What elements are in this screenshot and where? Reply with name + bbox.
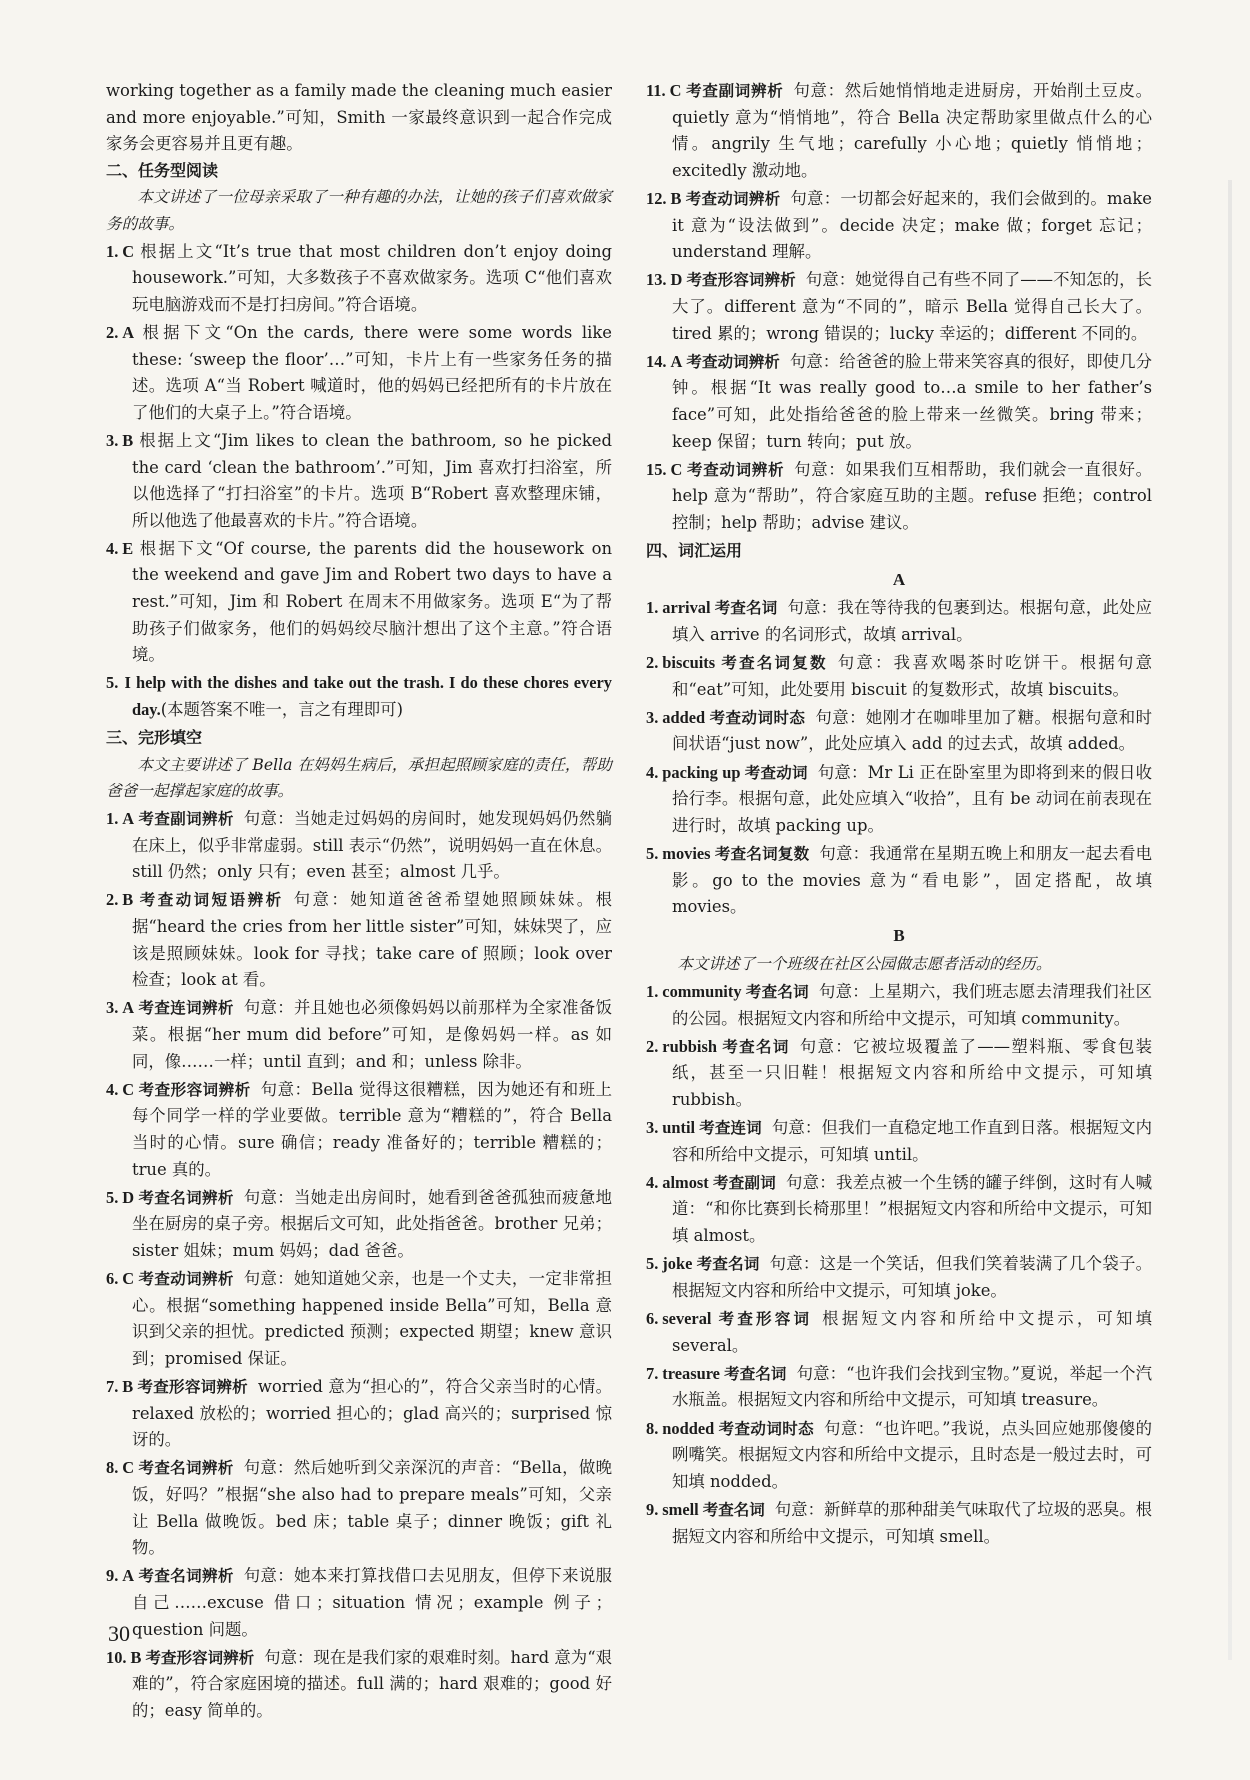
answer-item bbox=[106, 428, 612, 534]
section-3-items-left bbox=[106, 806, 612, 1725]
answer-key: treasure bbox=[662, 1363, 720, 1383]
answer-item bbox=[646, 1034, 1152, 1114]
answer-item bbox=[646, 267, 1152, 347]
item-number: 1. bbox=[646, 981, 659, 1001]
right-column bbox=[646, 78, 1152, 1552]
item-number: 2. bbox=[106, 322, 119, 342]
item-number: 1. bbox=[106, 241, 119, 261]
explanation-text: 句意：然后她听到父亲深沉的声音：“Bella，做晚饭，好吗？”根据“she also had to prepare meals”可知，父亲让 Bella 做晚饭。bed 床；table 桌子；dinner 晚饭；gift 礼物。 bbox=[132, 1458, 612, 1558]
answer-key: movies bbox=[662, 843, 711, 863]
question-type-tag: 考查名词 bbox=[723, 1364, 787, 1383]
answer-key: nodded bbox=[662, 1418, 715, 1438]
answer-key: B bbox=[122, 890, 134, 910]
question-type-tag: 考查名词 bbox=[696, 1255, 760, 1274]
item-number: 1. bbox=[646, 598, 659, 618]
explanation-text: 根据短文内容和所给中文提示，可知填 several。 bbox=[672, 1309, 1152, 1355]
question-type-tag: 考查名词辨析 bbox=[138, 1567, 234, 1586]
answer-key: B bbox=[670, 188, 682, 208]
item-number: 8. bbox=[106, 1458, 119, 1478]
answer-key: B bbox=[130, 1647, 142, 1667]
answer-item bbox=[646, 1251, 1152, 1304]
answer-key: C bbox=[122, 241, 135, 261]
answer-key: A bbox=[670, 351, 683, 371]
explanation-text: 句意：但我们一直稳定地工作直到日落。根据短文内容和所给中文提示，可知填 until。 bbox=[672, 1118, 1152, 1164]
question-type-tag: 考查名词 bbox=[720, 1037, 790, 1056]
section-4a-items bbox=[646, 595, 1152, 921]
item-number: 9. bbox=[646, 1499, 659, 1519]
answer-text: I help with the dishes and take out the trash. I do these chores every day. bbox=[124, 673, 612, 720]
question-type-tag: 考查动词时态 bbox=[718, 1419, 815, 1438]
question-type-tag: 考查形容词辨析 bbox=[686, 271, 796, 290]
item-number: 10. bbox=[106, 1647, 127, 1667]
answer-key: C bbox=[122, 1458, 135, 1478]
question-type-tag: 考查动词辨析 bbox=[686, 352, 780, 371]
page-number: 30 bbox=[108, 1621, 130, 1646]
explanation-text: 根据下文“On the cards, there were some words like these: ‘sweep the floor’…”可知，卡片上有一些家务任务的描述。选项 A“当 Robert 喊道时，他的妈妈已经把所有的卡片放在了他们的大桌子上。”符合语境。 bbox=[132, 322, 612, 422]
answer-item bbox=[106, 1077, 612, 1183]
answer-item bbox=[646, 349, 1152, 455]
answer-key: E bbox=[122, 538, 134, 558]
answer-key: arrival bbox=[662, 598, 711, 618]
answer-key: C bbox=[670, 459, 683, 479]
explanation-text: 句意：她知道她父亲，也是一个丈夫，一定非常担心。根据“something happened inside Bella”可知，Bella 意识到父亲的担忧。predicted 预测；expected 期望；knew 意识到；promised 保证。 bbox=[132, 1269, 612, 1368]
continued-paragraph: working together as a family made the cleaning much easier and more enjoyable.”可知，Smith 一家最终意识到一起合作完成家务会更容易并且更有趣。 bbox=[106, 81, 612, 154]
question-type-tag: 考查形容词辨析 bbox=[137, 1378, 248, 1397]
item-number: 5. bbox=[646, 843, 659, 863]
item-number: 2. bbox=[106, 890, 119, 910]
explanation-text: 句意：Bella 觉得这很糟糕，因为她还有和班上每个同学一样的学业要做。terrible 意为“糟糕的”，符合 Bella 当时的心情。sure 确信；ready 准备好的；terrible 糟糕的；true 真的。 bbox=[132, 1079, 612, 1179]
answer-item bbox=[646, 760, 1152, 840]
answer-item bbox=[106, 1266, 612, 1372]
item-number: 5. bbox=[106, 673, 119, 693]
question-type-tag: 考查副词辨析 bbox=[685, 82, 784, 100]
item-number: 3. bbox=[106, 998, 119, 1018]
question-type-tag: 考查动词短语辨析 bbox=[137, 891, 284, 910]
answer-key: almost bbox=[662, 1172, 709, 1192]
answer-key: A bbox=[122, 809, 135, 828]
item-number: 3. bbox=[106, 430, 119, 450]
item-number: 11. bbox=[646, 81, 666, 100]
question-type-tag: 考查名词 bbox=[745, 982, 809, 1001]
question-type-tag: 考查副词辨析 bbox=[138, 810, 234, 828]
item-number: 4. bbox=[646, 1172, 659, 1192]
question-type-tag: 考查形容词辨析 bbox=[145, 1648, 255, 1667]
item-number: 3. bbox=[646, 707, 659, 727]
explanation-text: worried 意为“担心的”，符合父亲当时的心情。relaxed 放松的；worried 担心的；glad 高兴的；surprised 惊讶的。 bbox=[132, 1377, 612, 1450]
question-type-tag: 考查副词 bbox=[712, 1173, 777, 1192]
explanation-text: 句意：我在等待我的包裹到达。根据句意，此处应填入 arrive 的名词形式，故填 arrival。 bbox=[672, 598, 1152, 644]
explanation-text: 句意：当她走出房间时，她看到爸爸孤独而疲惫地坐在厨房的桌子旁。根据后文可知，此处指爸爸。brother 兄弟；sister 姐妹；mum 妈妈；dad 爸爸。 bbox=[132, 1187, 612, 1260]
answer-item bbox=[106, 1455, 612, 1561]
explanation-text: 句意：我喜欢喝茶时吃饼干。根据句意和“eat”可知，此处要用 biscuit 的复数形式，故填 biscuits。 bbox=[672, 653, 1152, 699]
answer-item bbox=[106, 536, 612, 669]
answer-key: D bbox=[670, 270, 683, 290]
subsection-a-label: A bbox=[892, 569, 906, 589]
explanation-text: 句意：她知道爸爸希望她照顾妹妹。根据“heard the cries from her little sister”可知，妹妹哭了，应该是照顾妹妹。look for 寻找；take care of 照顾；look over 检查；look at 看。 bbox=[132, 890, 612, 990]
item-number: 12. bbox=[646, 188, 667, 208]
explanation-text: 句意：它被垃圾覆盖了——塑料瓶、零食包装纸，甚至一只旧鞋！根据短文内容和所给中文提示，可知填 rubbish。 bbox=[672, 1036, 1152, 1109]
item-number: 2. bbox=[646, 1036, 659, 1056]
question-type-tag: 考查名词 bbox=[714, 599, 778, 618]
explanation-text: 句意：新鲜草的那种甜美气味取代了垃圾的恶臭。根据短文内容和所给中文提示，可知填 smell。 bbox=[672, 1499, 1152, 1546]
answer-key: A bbox=[122, 322, 135, 342]
question-type-tag: 考查动词辨析 bbox=[686, 460, 785, 479]
question-type-tag: 考查动词时态 bbox=[709, 708, 806, 727]
answer-key: several bbox=[662, 1309, 712, 1329]
explanation-text: 句意：我差点被一个生锈的罐子绊倒，这时有人喊道：“和你比赛到长椅那里！”根据短文内容和所给中文提示，可知填 almost。 bbox=[672, 1172, 1152, 1246]
page-edge-shadow bbox=[1228, 180, 1232, 1660]
section-4-title: 四、词汇运用 bbox=[646, 541, 743, 561]
answer-item bbox=[106, 239, 612, 319]
section-4b-intro: 本文讲述了一个班级在社区公园做志愿者活动的经历。 bbox=[677, 955, 1052, 974]
answer-item bbox=[646, 457, 1152, 537]
question-type-tag: 考查动词 bbox=[744, 763, 808, 782]
section-3-title: 三、完形填空 bbox=[106, 728, 203, 748]
question-type-tag: 考查名词 bbox=[702, 1500, 765, 1519]
question-type-tag: 考查动词辨析 bbox=[138, 1270, 234, 1289]
answer-item bbox=[646, 78, 1152, 184]
explanation-text: 句意：如果我们互相帮助，我们就会一直很好。help 意为“帮助”，符合家庭互助的主题。refuse 拒绝；control 控制；help 帮助；advise 建议。 bbox=[672, 459, 1152, 532]
answer-item bbox=[646, 1361, 1152, 1414]
question-type-tag: 考查名词辨析 bbox=[138, 1188, 234, 1207]
subsection-b-label: B bbox=[893, 925, 905, 945]
item-number: 4. bbox=[646, 762, 659, 782]
answer-key: A bbox=[122, 998, 135, 1018]
explanation-text: 句意：一切都会好起来的，我们会做到的。make it 意为“设法做到”。decide 决定；make 做；forget 忘记；understand 理解。 bbox=[672, 188, 1152, 262]
answer-item bbox=[646, 979, 1152, 1032]
section-4b-items bbox=[646, 979, 1152, 1550]
explanation-text: 句意：上星期六，我们班志愿去清理我们社区的公园。根据短文内容和所给中文提示，可知填 community。 bbox=[672, 981, 1152, 1028]
item-number: 7. bbox=[646, 1363, 659, 1383]
answer-key: added bbox=[662, 707, 706, 727]
answer-item bbox=[646, 650, 1152, 703]
explanation-text: 句意：她觉得自己有些不同了——不知怎的，长大了。different 意为“不同的”，暗示 Bella 觉得自己长大了。tired 累的；wrong 错误的；lucky 幸运的；different 不同的。 bbox=[672, 270, 1152, 343]
explanation-text: 句意：我通常在星期五晚上和朋友一起去看电影。go to the movies 意为“看电影”，固定搭配，故填 movies。 bbox=[672, 843, 1152, 917]
answer-item bbox=[646, 1416, 1152, 1496]
explanation-text: 句意：Mr Li 正在卧室里为即将到来的假日收拾行李。根据句意，此处应填入“收拾”，且有 be 动词在前表现在进行时，故填 packing up。 bbox=[672, 762, 1152, 835]
explanation-text: 句意：“也许吧。”我说，点头回应她那傻傻的咧嘴笑。根据短文内容和所给中文提示，且时态是一般过去时，可知填 nodded。 bbox=[672, 1418, 1152, 1491]
answer-item bbox=[646, 186, 1152, 266]
item-number: 5. bbox=[646, 1254, 659, 1274]
answer-item bbox=[646, 1170, 1152, 1250]
answer-key: community bbox=[662, 981, 742, 1001]
left-column bbox=[106, 78, 612, 1726]
explanation-text: 句意：她本来打算找借口去见朋友，但停下来说服自己……excuse 借口；situation 情况；example 例子；question 问题。 bbox=[132, 1566, 612, 1639]
item-number: 7. bbox=[106, 1377, 119, 1397]
item-number: 4. bbox=[106, 1079, 119, 1099]
answer-key: until bbox=[662, 1118, 696, 1138]
item-number: 2. bbox=[646, 653, 659, 673]
explanation-text: 句意：并且她也必须像妈妈以前那样为全家准备饭菜。根据“her mum did before”可知，是像妈妈一样。as 如同，像……一样；until 直到；and 和；unless 除非。 bbox=[132, 998, 612, 1071]
answer-key: C bbox=[122, 1079, 135, 1099]
question-type-tag: 考查动词辨析 bbox=[685, 189, 781, 208]
answer-key: packing up bbox=[662, 762, 741, 782]
answer-item bbox=[646, 841, 1152, 921]
explanation-text: 根据上文“Jim likes to clean the bathroom, so he picked the card ‘clean the bathroom’.”可知，Jim 喜欢打扫浴室，所以他选择了“打扫浴室”的卡片。选项 B“Robert 喜欢整理床铺，所以他选了他最喜欢的卡片。”符合语境。 bbox=[132, 430, 612, 530]
section-2-intro: 本文讲述了一位母亲采取了一种有趣的办法，让她的孩子们喜欢做家务的故事。 bbox=[106, 188, 612, 233]
item-number: 15. bbox=[646, 459, 667, 479]
answer-key: B bbox=[122, 1377, 134, 1397]
answer-item bbox=[106, 995, 612, 1075]
answer-item bbox=[646, 1115, 1152, 1168]
item-number: 4. bbox=[106, 538, 119, 558]
answer-item bbox=[106, 320, 612, 426]
item-number: 6. bbox=[646, 1309, 659, 1329]
answer-key: D bbox=[122, 1187, 135, 1207]
answer-key: A bbox=[122, 1566, 135, 1586]
question-type-tag: 考查连词辨析 bbox=[138, 999, 234, 1018]
section-3-items-right bbox=[646, 78, 1152, 536]
explanation-text: 句意：当她走过妈妈的房间时，她发现妈妈仍然躺在床上，似乎非常虚弱。still 表示“仍然”，说明妈妈一直在休息。still 仍然；only 只有；even 甚至；almost 几乎。 bbox=[132, 809, 612, 882]
answer-key: biscuits bbox=[662, 653, 716, 673]
answer-item bbox=[646, 1306, 1152, 1359]
question-type-tag: 考查名词辨析 bbox=[138, 1459, 234, 1478]
section-2-items bbox=[106, 239, 612, 669]
item-number: 8. bbox=[646, 1418, 659, 1438]
item-number: 1. bbox=[106, 809, 119, 828]
explanation-text: 根据下文“Of course, the parents did the housework on the weekend and gave Jim and Robert two days to have a rest.”可知，Jim 和 Robert 在周末不用做家务。选项 E“为了帮助孩子们做家务，他们的妈妈绞尽脑汁想出了这个主意。”符合语境。 bbox=[132, 538, 612, 665]
answer-item bbox=[106, 1185, 612, 1265]
item-number: 3. bbox=[646, 1118, 659, 1138]
question-type-tag: 考查名词复数 bbox=[719, 654, 828, 673]
item-number: 13. bbox=[646, 270, 667, 290]
explanation-text: 句意：现在是我们家的艰难时刻。hard 意为“艰难的”，符合家庭困境的描述。full 满的；hard 艰难的；good 好的；easy 简单的。 bbox=[132, 1647, 612, 1720]
explanation-text: 句意：这是一个笑话，但我们笑着装满了几个袋子。根据短文内容和所给中文提示，可知填 joke。 bbox=[672, 1254, 1152, 1300]
answer-key: C bbox=[122, 1269, 135, 1289]
explanation-text: 句意：给爸爸的脸上带来笑容真的很好，即使几分钟。根据“It was really good to…a smile to her father’s face”可知，此处指给爸爸的脸上带来一丝微笑。bring 带来；keep 保留；turn 转向；put 放。 bbox=[672, 351, 1152, 451]
question-type-tag: 考查连词 bbox=[699, 1119, 762, 1138]
answer-item bbox=[646, 595, 1152, 648]
item-number: 5. bbox=[106, 1187, 119, 1207]
item-number: 9. bbox=[106, 1566, 119, 1586]
answer-item bbox=[106, 1645, 612, 1725]
explanation-text: 句意：然后她悄悄地走进厨房，开始削土豆皮。quietly 意为“悄悄地”，符合 Bella 决定帮助家里做点什么的心情。angrily 生气地；carefully 小心地；quietly 悄悄地；excitedly 激动地。 bbox=[672, 81, 1152, 180]
section-3-intro: 本文主要讲述了 Bella 在妈妈生病后，承担起照顾家庭的责任，帮助爸爸一起撑起家庭的故事。 bbox=[106, 755, 612, 801]
answer-item bbox=[106, 1374, 612, 1454]
section-2-title: 二、任务型阅读 bbox=[106, 160, 219, 180]
item-number: 14. bbox=[646, 351, 667, 371]
item-number: 6. bbox=[106, 1269, 119, 1289]
answer-key: joke bbox=[662, 1254, 693, 1274]
answer-key: rubbish bbox=[662, 1036, 717, 1056]
explanation-text: 根据上文“It’s true that most children don’t enjoy doing housework.”可知，大多数孩子不喜欢做家务。选项 C“他们喜欢玩电脑游戏而不是打扫房间。”符合语境。 bbox=[132, 241, 612, 314]
answer-key: smell bbox=[662, 1499, 699, 1519]
explanation-text: 句意：“也许我们会找到宝物。”夏说，举起一个汽水瓶盖。根据短文内容和所给中文提示，可知填 treasure。 bbox=[672, 1363, 1152, 1410]
answer-item bbox=[106, 887, 612, 993]
section-2-item-5 bbox=[106, 670, 612, 723]
answer-key: C bbox=[669, 81, 682, 100]
question-type-tag: 考查形容词辨析 bbox=[138, 1080, 251, 1099]
answer-item bbox=[106, 806, 612, 886]
answer-item bbox=[646, 1497, 1152, 1550]
answer-item bbox=[106, 1563, 612, 1643]
answer-note: (本题答案不唯一，言之有理即可) bbox=[160, 700, 403, 720]
answer-item bbox=[646, 705, 1152, 758]
question-type-tag: 考查名词复数 bbox=[714, 844, 810, 863]
question-type-tag: 考查形容词 bbox=[715, 1310, 813, 1329]
explanation-text: 句意：她刚才在咖啡里加了糖。根据句意和时间状语“just now”，此处应填入 add 的过去式，故填 added。 bbox=[672, 707, 1152, 754]
answer-key: B bbox=[122, 430, 134, 450]
